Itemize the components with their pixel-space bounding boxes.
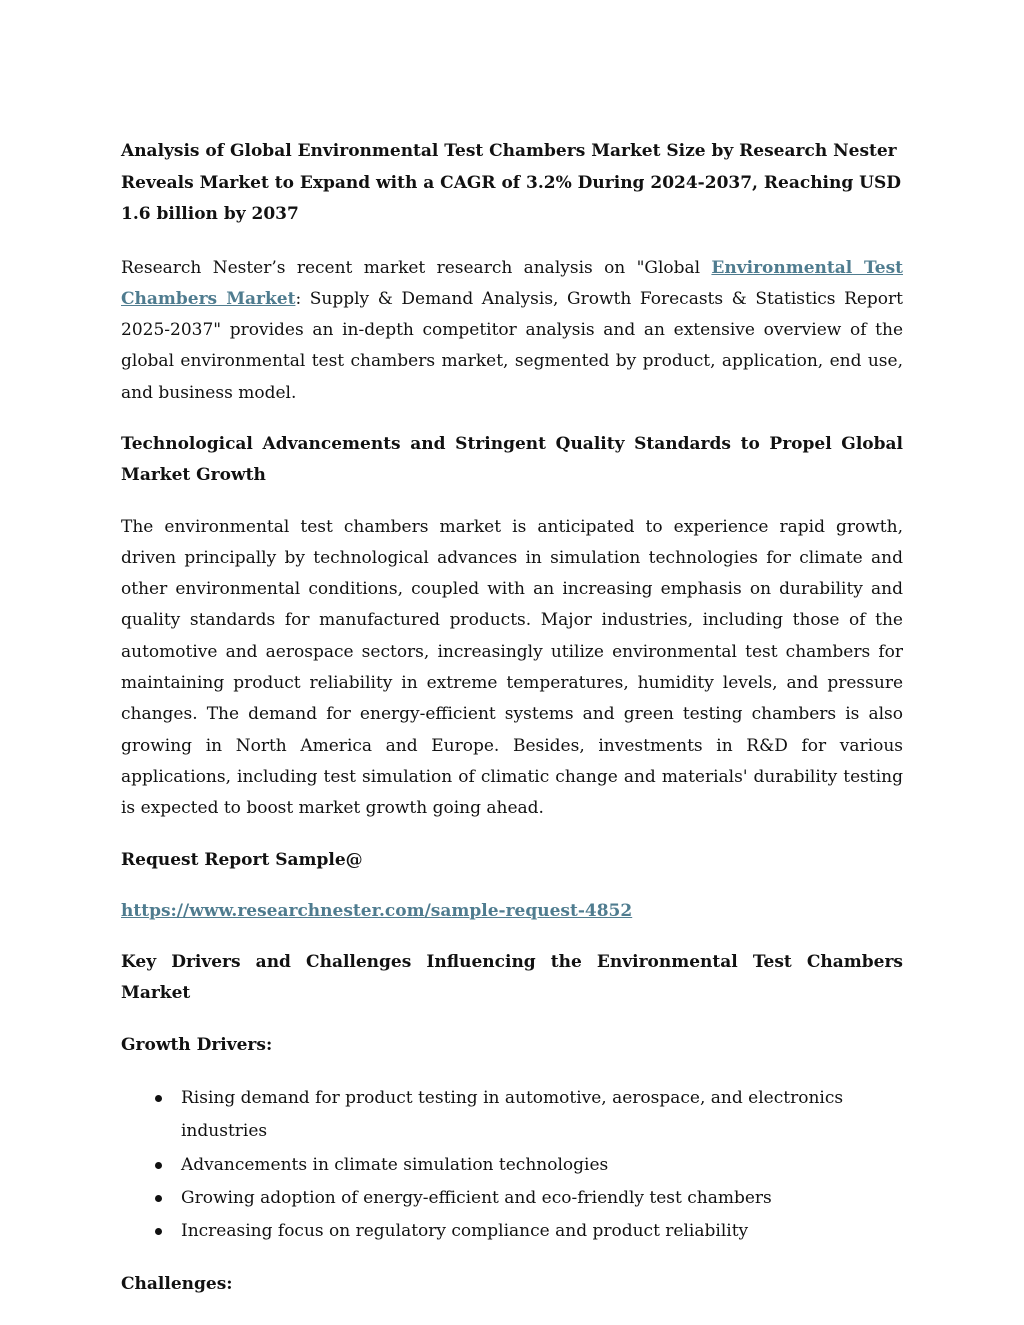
request-sample-paragraph	[121, 896, 903, 927]
bullet-icon	[155, 1162, 162, 1169]
section-body-paragraph: The environmental test chambers market is anticipated to experience rapid growth, driven principally by technological advances in simulation technologies for climate and other environmental conditions, coupled with an increasing emphasis on durability and quality standards for manufactured products. Major industries, including those of the automotive and aerospace sectors, increasingly utilize environmental test chambers for maintaining product reliability in extreme temperatures, humidity levels, and pressure changes. The demand for energy-efficient systems and green testing chambers is also growing in North America and Europe. Besides, investments in R&D for various applications, including test simulation of climatic change and materials' durability testing is expected to boost market growth going ahead.	[121, 516, 903, 819]
list-item-text: Advancements in climate simulation technologies	[181, 1154, 609, 1175]
intro-text-before-link: Research Nester’s recent market research analysis on "Global	[121, 257, 712, 278]
list-item	[121, 1182, 903, 1215]
bullet-icon	[155, 1095, 162, 1102]
bullet-icon	[155, 1228, 162, 1235]
request-sample-label: Request Report Sample@	[121, 849, 363, 870]
key-drivers-heading: Key Drivers and Challenges Influencing the Environmental Test Chambers Market	[121, 952, 903, 1004]
list-item-text: Increasing focus on regulatory compliance and product reliability	[181, 1221, 749, 1242]
list-item-text: Rising demand for product testing in automotive, aerospace, and electronics industries	[181, 1088, 844, 1142]
list-item	[121, 1149, 903, 1182]
intro-text-after-link: : Supply & Demand Analysis, Growth Forecasts & Statistics Report 2025-2037" provides an in-depth competitor analysis and an extensive overview of the global environmental test chambers market, segmented by product, application, end use, and business model.	[121, 288, 904, 403]
list-item	[121, 1215, 903, 1248]
growth-drivers-heading: Growth Drivers:	[121, 1034, 273, 1055]
intro-paragraph	[121, 253, 903, 409]
bullet-icon	[155, 1195, 162, 1202]
list-item-text: Growing adoption of energy-efficient and eco-friendly test chambers	[181, 1187, 772, 1208]
list-item	[121, 1082, 903, 1149]
section-heading-technological-advancements: Technological Advancements and Stringent Quality Standards to Propel Global Market Growth	[121, 433, 903, 486]
document-page	[121, 136, 903, 1300]
challenges-heading: Challenges:	[121, 1273, 233, 1294]
environmental-test-chambers-market-link[interactable]: Environmental Test Chambers Market	[121, 257, 903, 309]
growth-drivers-list	[121, 1082, 903, 1248]
document-title: Analysis of Global Environmental Test Chambers Market Size by Research Nester Reveals Market to Expand with a CAGR of 3.2% During 2024-2037, Reaching USD 1.6 billion by 2037	[121, 141, 902, 224]
sample-request-link[interactable]: https://www.researchnester.com/sample-request-4852	[121, 900, 633, 921]
